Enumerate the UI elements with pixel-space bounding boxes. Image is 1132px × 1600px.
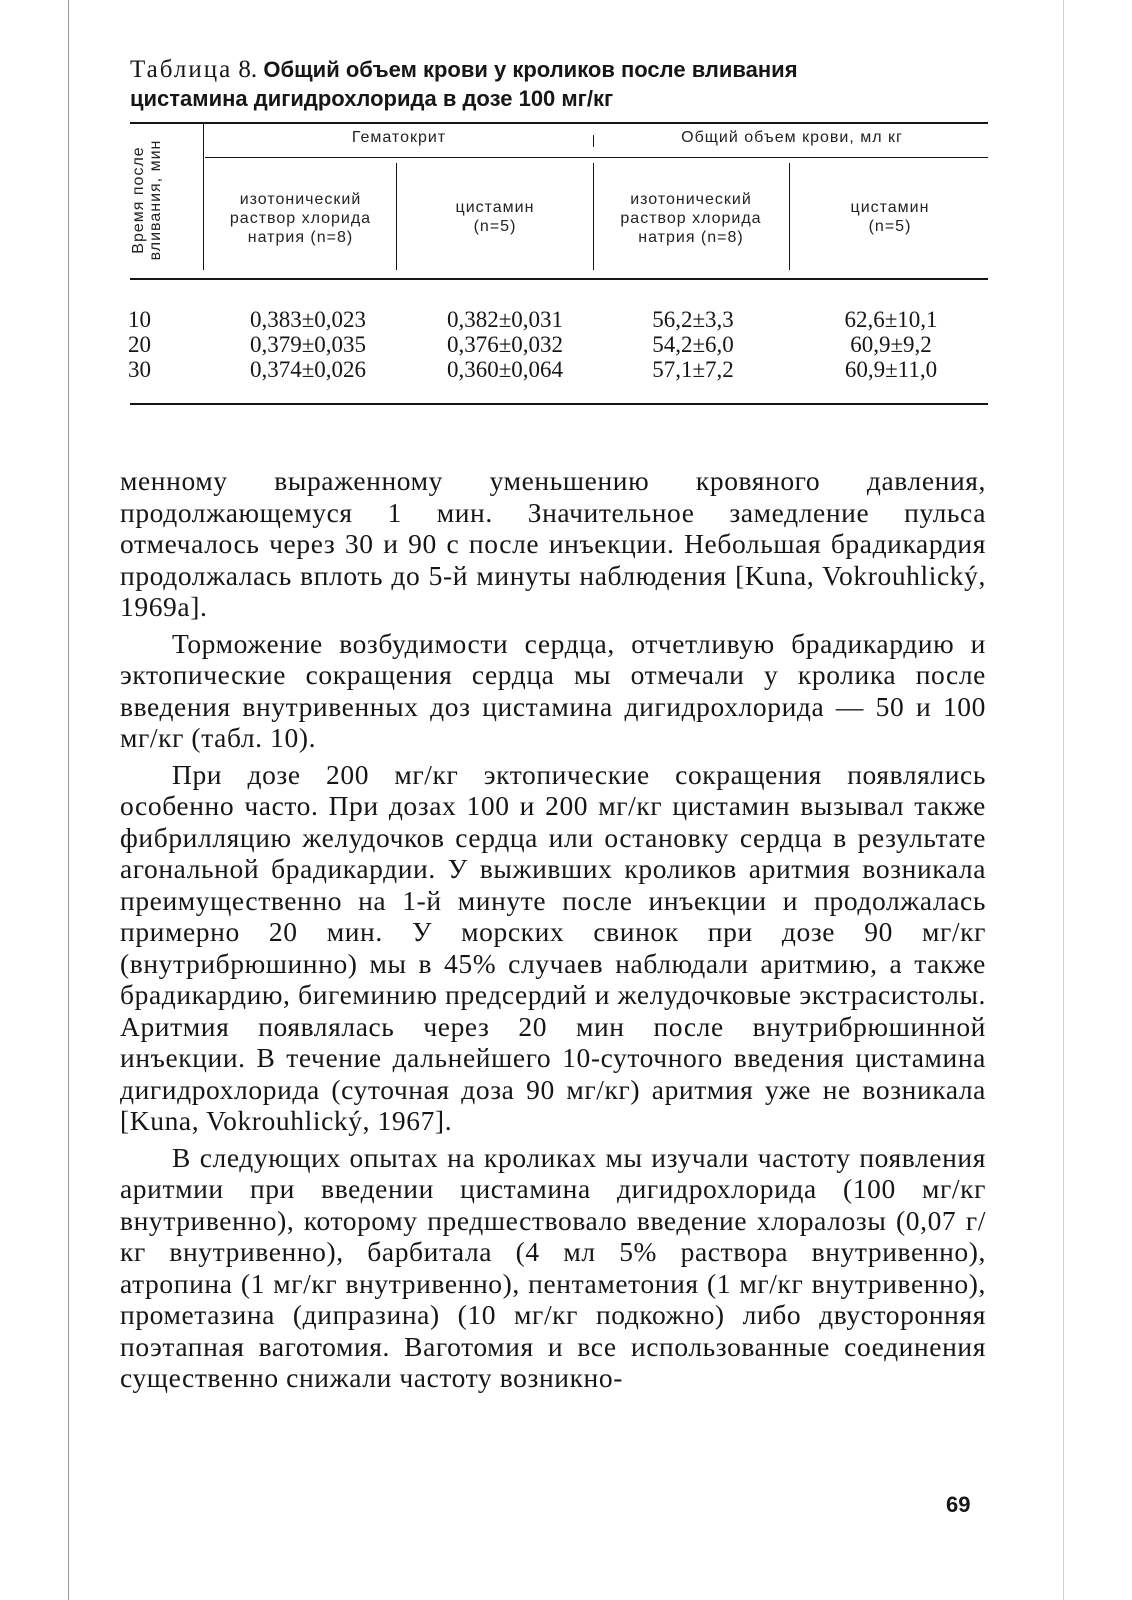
subheader-vol-saline: изотонический раствор хлорида натрия (n=8): [620, 191, 762, 246]
subcol-divider-2: [593, 163, 594, 270]
table-top-rule: [130, 122, 988, 124]
caption-label: Таблица: [130, 56, 233, 83]
cell-hct-saline: 0,379±0,035: [249, 332, 367, 357]
cell-vol-cystamine: 60,9±9,2: [850, 332, 932, 357]
caption-title-line-1: Общий объем крови у кроликов после вливания: [263, 57, 798, 82]
cell-vol-cystamine: 62,6±10,1: [844, 307, 938, 332]
subheader-hct-saline: изотонический раствор хлорида натрия (n=8): [229, 191, 372, 246]
paragraph: менному выраженному уменьшению кровяного давления, продолжающемуся 1 мин. Значительное замедление пульса отмечалось через 30 и 90 с после инъекции. Небольшая брадикардия продолжалась вплоть до 5-й минуты наблюдения [Kuna, Vokrouhlický, 1969a].: [120, 465, 986, 622]
cell-hct-saline: 0,383±0,023: [249, 307, 367, 332]
cell-vol-saline: 54,2±6,0: [652, 332, 734, 357]
table-bottom-rule: [130, 403, 988, 405]
subcol-divider-3: [789, 163, 790, 270]
paragraph: Торможение возбудимости сердца, отчетливую брадикардию и эктопические сокращения сердца мы отмечали у кролика после введения внутривенных доз цистамина дигидрохлорида — 50 и 100 мг/кг (табл. 10).: [120, 627, 986, 753]
subcol-divider-1: [396, 163, 397, 270]
cell-hct-cystamine: 0,382±0,031: [446, 307, 564, 332]
table-caption: [130, 55, 990, 113]
page-edge-line: [68, 0, 69, 1600]
stub-header-text: Время после вливания, мин: [130, 139, 164, 261]
group-divider: [593, 135, 594, 147]
cell-vol-saline: 57,1±7,2: [652, 357, 734, 382]
body-text: [120, 465, 986, 1399]
group-header-blood-volume: Общий объем крови, мл кг: [681, 129, 903, 146]
cell-vol-cystamine: 60,9±11,0: [844, 357, 938, 382]
paragraph: В следующих опытах на кроликах мы изучали частоту появления аритмии при введении цистамина дигидрохлорида (100 мг/кг внутривенно), которому предшествовало введение хлоралозы (0,07 г/кг внутривенно), барбитала (4 мл 5% раствора внутривенно), атропина (1 мг/кг внутривенно), пентаметония (1 мг/кг внутривенно), прометазина (дипразина) (10 мг/кг подкожно) либо двусторонняя поэтапная ваготомия. Ваготомия и все использованные соединения существенно снижали частоту возникно-: [120, 1141, 986, 1393]
header-bottom-rule: [130, 278, 988, 280]
cell-hct-cystamine: 0,376±0,032: [446, 332, 564, 357]
subheader-hct-cystamine: цистамин (n=5): [455, 199, 535, 235]
group-header-hematocrit: Гематокрит: [351, 129, 447, 146]
caption-number: 8.: [238, 56, 258, 83]
cell-hct-saline: 0,374±0,026: [249, 357, 367, 382]
stub-header: [130, 130, 185, 270]
group-header-rule: [205, 157, 988, 158]
page-edge-line-right: [1063, 0, 1064, 1600]
page-number: 69: [946, 1492, 971, 1517]
cell-time: 20: [128, 332, 151, 357]
cell-time: 10: [128, 307, 151, 332]
paragraph: При дозе 200 мг/кг эктопические сокращения появлялись особенно часто. При дозах 100 и 200 мг/кг цистамин вызывал также фибрилляцию желудочков сердца или остановку сердца в результате агональной брадикардии. У выживших кроликов аритмия возникала преимущественно на 1-й минуте после инъекции и продолжалась примерно 20 мин. У морских свинок при дозе 90 мг/кг (внутрибрюшинно) мы в 45% случаев наблюдали аритмию, а также брадикардию, бигеминию предсердий и желудочковые экстрасистолы. Аритмия появлялась через 20 мин после внутрибрюшинной инъекции. В течение дальнейшего 10-суточного введения цистамина дигидрохлорида (суточная доза 90 мг/кг) аритмия уже не возникала [Kuna, Vokrouhlický, 1967].: [120, 758, 986, 1136]
caption-title-line-2: цистамина дигидрохлорида в дозе 100 мг/кг: [130, 86, 614, 111]
cell-vol-saline: 56,2±3,3: [652, 307, 734, 332]
stub-divider: [203, 124, 204, 270]
subheader-vol-cystamine: цистамин (n=5): [850, 199, 930, 235]
cell-hct-cystamine: 0,360±0,064: [446, 357, 564, 382]
cell-time: 30: [128, 357, 151, 382]
